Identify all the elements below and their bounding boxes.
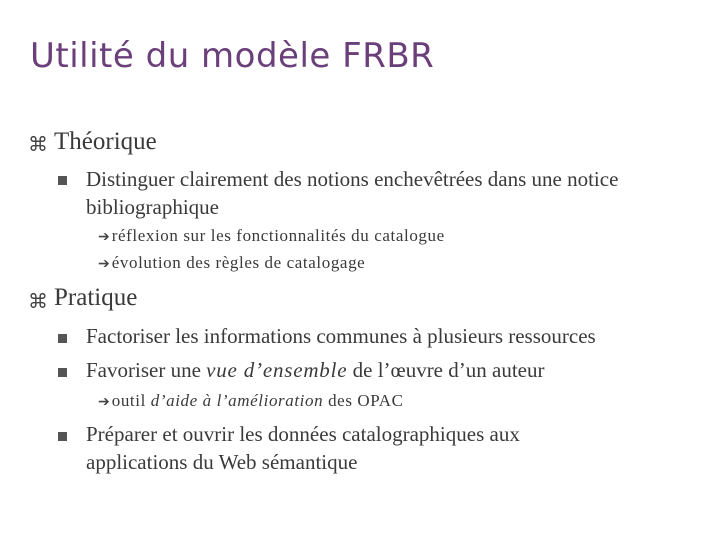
- item-emphasis: vue d’ensemble: [206, 358, 348, 382]
- arrow-right-icon: ➔: [98, 230, 110, 245]
- section-heading-pratique: Pratique: [54, 284, 138, 311]
- item-text-continued: applications du Web sémantique: [86, 450, 358, 474]
- section-heading-theorique: Théorique: [54, 128, 157, 155]
- square-bullet-icon: [58, 432, 67, 441]
- item-text: Préparer et ouvrir les données catalographiques aux: [86, 422, 520, 446]
- subitem-emphasis: d’aide à l’amélioration: [150, 391, 324, 410]
- square-bullet-icon: [58, 334, 67, 343]
- subitem: [98, 253, 365, 273]
- subitem-text-part: des OPAC: [323, 391, 404, 410]
- subitem-text: réflexion sur les fonctionnalités du catalogue: [111, 226, 445, 245]
- section-bullet-icon: ⌘: [28, 134, 48, 156]
- square-bullet-icon: [58, 368, 67, 377]
- item-text: Factoriser les informations communes à plusieurs ressources: [86, 324, 596, 348]
- item-text: [86, 356, 544, 384]
- item-text-part: Favoriser une: [86, 358, 207, 382]
- arrow-right-icon: ➔: [98, 395, 110, 410]
- slide-title: Utilité du modèle FRBR: [30, 36, 435, 76]
- subitem: [98, 226, 445, 246]
- square-bullet-icon: [58, 176, 67, 185]
- subitem-text-part: outil: [111, 391, 151, 410]
- arrow-right-icon: ➔: [98, 257, 110, 272]
- subitem: [98, 391, 404, 411]
- item-text-part: de l’œuvre d’un auteur: [347, 358, 545, 382]
- item-text: Distinguer clairement des notions enchevêtrées dans une notice: [86, 167, 619, 191]
- subitem-text: évolution des règles de catalogage: [111, 253, 366, 272]
- section-bullet-icon: ⌘: [28, 291, 48, 313]
- item-text-continued: bibliographique: [86, 195, 219, 219]
